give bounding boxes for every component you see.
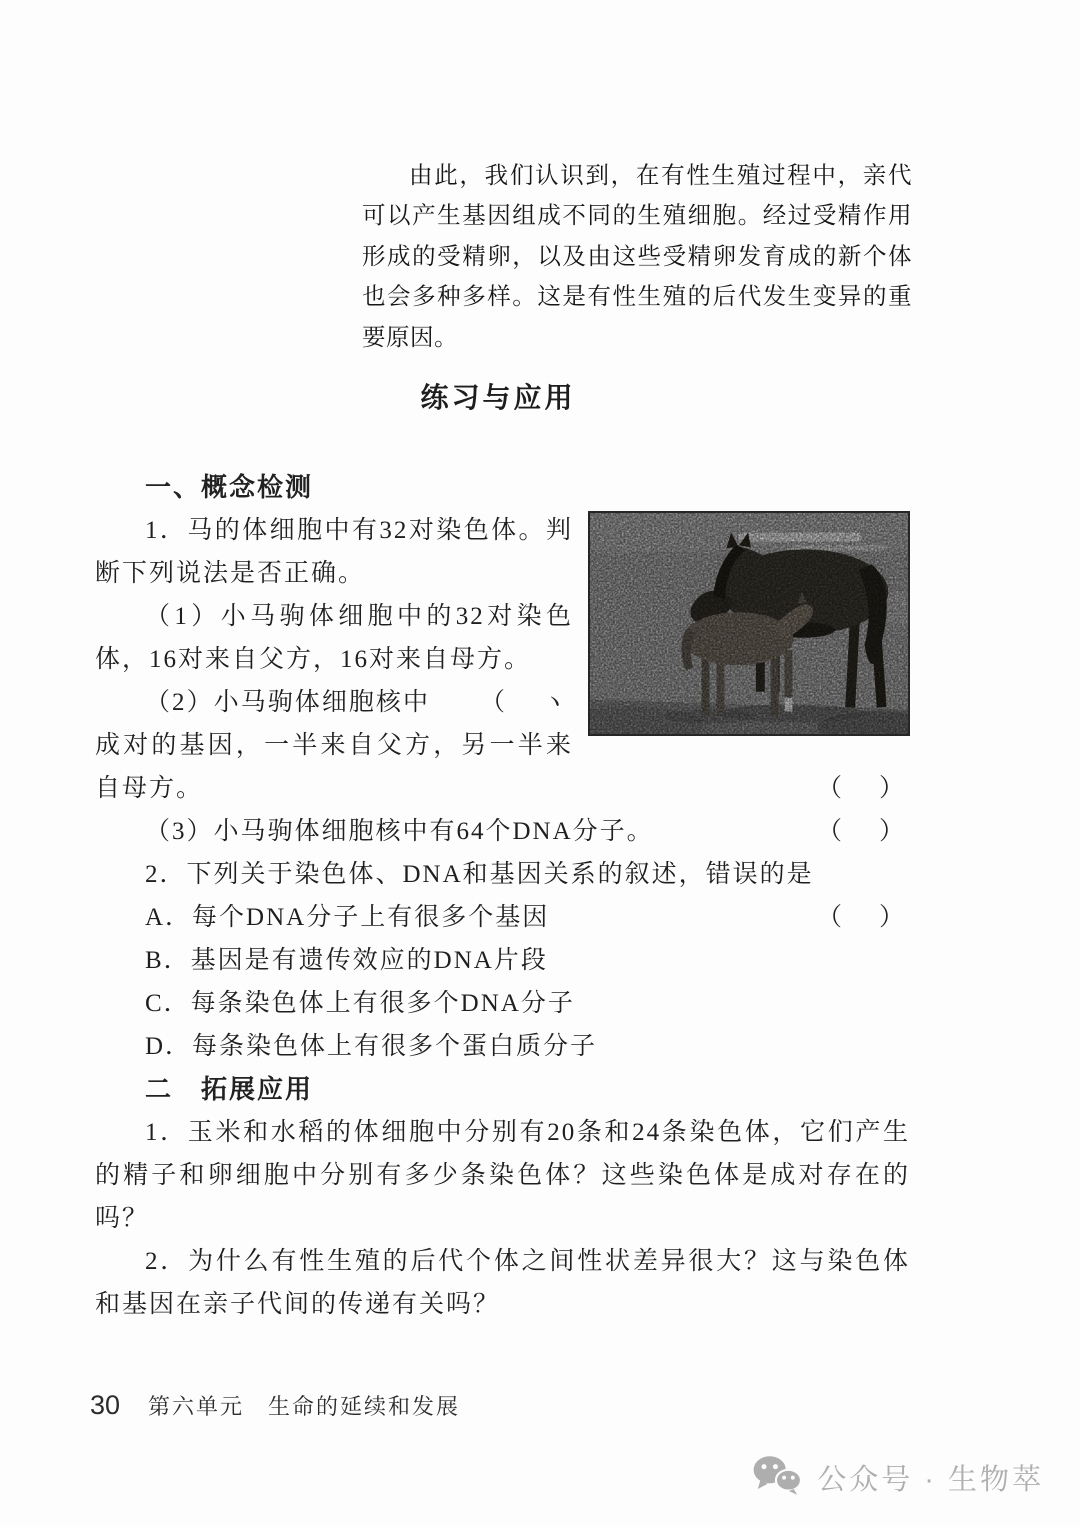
watermark-text: 公众号 · 生物萃 [817, 1464, 1044, 1496]
section-title: 练习与应用 [420, 382, 576, 413]
sub-1-answer-blank: （ ヽ [479, 689, 573, 716]
sub-1-text: （1）小马驹体细胞中的32对染色体，16对来自父方，16对来自母方。 [95, 603, 573, 673]
option-a: A．每个DNA分子上有很多个基因 [145, 904, 550, 931]
intro-paragraph: 由此，我们认识到，在有性生殖过程中，亲代可以产生基因组成不同的生殖细胞。经过受精作用形成的受精卵，以及由这些受精卵发育成的新个体也会多种多样。这是有性生殖的后代发生变异的重要原因。 [362, 162, 912, 351]
extend-question-2: 2．为什么有性生殖的后代个体之间性状差异很大？这与染色体和基因在亲子代间的传递有关吗？ [95, 1248, 910, 1318]
wechat-icon [751, 1453, 803, 1502]
sub-3-text: （3）小马驹体细胞核中有64个DNA分子。 [145, 818, 654, 845]
unit-title: 第六单元 生命的延续和发展 [148, 1394, 461, 1419]
option-c: C．每条染色体上有很多个DNA分子 [145, 990, 575, 1017]
page-number: 30 [90, 1390, 121, 1420]
question-2-answer-blank: （ ） [816, 904, 910, 931]
extend-question-1: 1．玉米和水稻的体细胞中分别有20条和24条染色体，它们产生的精子和卵细胞中分别有多少条染色体？这些染色体是成对存在的吗？ [95, 1119, 910, 1232]
option-d: D．每条染色体上有很多个蛋白质分子 [145, 1033, 598, 1060]
part1-heading: 一、概念检测 [145, 472, 314, 502]
part2-heading: 二 拓展应用 [145, 1074, 314, 1104]
sub-2-text: （2）小马驹体细胞核中成对的基因，一半来自父方，另一半来自母方。 [95, 689, 573, 802]
question-1-sub-3 [95, 810, 910, 853]
exercises-block [95, 466, 910, 1326]
mare-foal-photo-art [590, 513, 908, 734]
question-1: 1．马的体细胞中有32对染色体。判断下列说法是否正确。 [95, 517, 573, 587]
sub-3-answer-blank: （ ） [816, 818, 910, 845]
option-b: B．基因是有遗传效应的DNA片段 [145, 947, 548, 974]
question-2-text: 2．下列关于染色体、DNA和基因关系的叙述，错误的是 [145, 861, 814, 888]
sub-2-answer-blank: （ ） [816, 775, 910, 802]
mare-foal-photo [588, 511, 910, 736]
page-footer [90, 1390, 460, 1421]
watermark [751, 1453, 1044, 1502]
